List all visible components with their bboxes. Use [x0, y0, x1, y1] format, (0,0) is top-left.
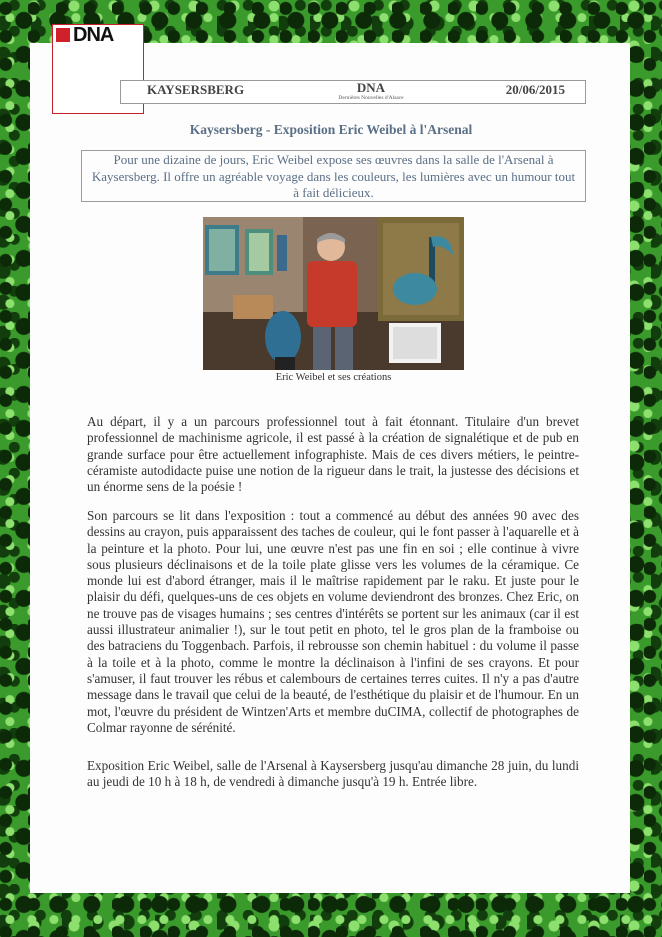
header-city: KAYSERSBERG — [147, 82, 245, 97]
header-date: 20/06/2015 — [505, 82, 565, 97]
paragraph-text: Exposition Eric Weibel, salle de l'Arsenal à Kaysersberg jusqu'au dimanche 28 juin, du lundi au jeudi de 10 h à 18 h, de vendredi à dimanche jusqu'à 19 h. Entrée libre. — [87, 758, 579, 790]
logo-text: DNA — [73, 24, 114, 46]
header-publication-name: DNA — [356, 80, 386, 95]
header-publication — [316, 81, 426, 102]
article-title: Kaysersberg - Exposition Eric Weibel à l'Arsenal — [189, 122, 473, 137]
photo-illustration — [203, 217, 464, 370]
header-publication-subtitle: Dernières Nouvelles d'Alsace — [338, 95, 404, 101]
article-lead: Pour une dizaine de jours, Eric Weibel expose ses œuvres dans la salle de l'Arsenal à Kaysersberg. Il offre un agréable voyage dans les couleurs, les lumières avec un humour tout à fait délicieux. — [81, 150, 586, 202]
logo-red-square — [56, 28, 70, 42]
article-paragraph — [87, 758, 579, 791]
article-photo — [203, 217, 464, 370]
article-paragraph — [87, 508, 579, 736]
article-paragraph — [87, 414, 579, 495]
article-header-bar — [120, 80, 586, 104]
paragraph-text: Son parcours se lit dans l'exposition : tout a commencé au début des années 90 avec des dessins au crayon, puis apparaissent des taches de couleur, qui le font passer à l'aquarelle et à la peinture et la photo. Pour lui, une œuvre n'est pas une fin en soi ; elle continue à vivre sous plusieurs déclinaisons et de la toile plate glisse vers les volumes de la céramique. Ce monde lui est d'abord étranger, mais il le maîtrise rapidement par le raku. Et juste pour le plaisir du défi, quelques-uns de ces objets en volume deviendront des bronzes. Chez Eric, on ne trouve pas de visages humains ; ses centres d'intérêts se portent sur les animaux (car il est aussi illustrateur animalier !), sur le tout petit en photo, tel le gros plan de la framboise ou des batraciens du Toggenbach. Parfois, il rebrousse son chemin habituel : du volume il passe à la toile et à la photo, comme le montre la déclinaison à l'infini de ses crayons. Et pour s'amuser, il faut trouver les rébus et calembours de certaines terres cuites. Il n'y a pas d'autre message dans le travail que celui de la beauté, de l'esthétique du plaisir et de l'humour. En un mot, l'œuvre du président de Wintzen'Arts et membre duCIMA, collectif de photographes de Colmar rayonne de sérénité. — [87, 508, 579, 735]
paragraph-text: Au départ, il y a un parcours professionnel tout à fait étonnant. Titulaire d'un brevet professionnel de machinisme agricole, il est passé à la création de signalétique et de pub en grande surface pour être actuellement infographiste. Mais de ces divers métiers, le peintre-céramiste autodidacte puise une notion de la rigueur dans le trait, la justesse des décisions et un énorme sens de la poésie ! — [87, 414, 579, 495]
photo-caption: Eric Weibel et ses créations — [275, 372, 392, 383]
